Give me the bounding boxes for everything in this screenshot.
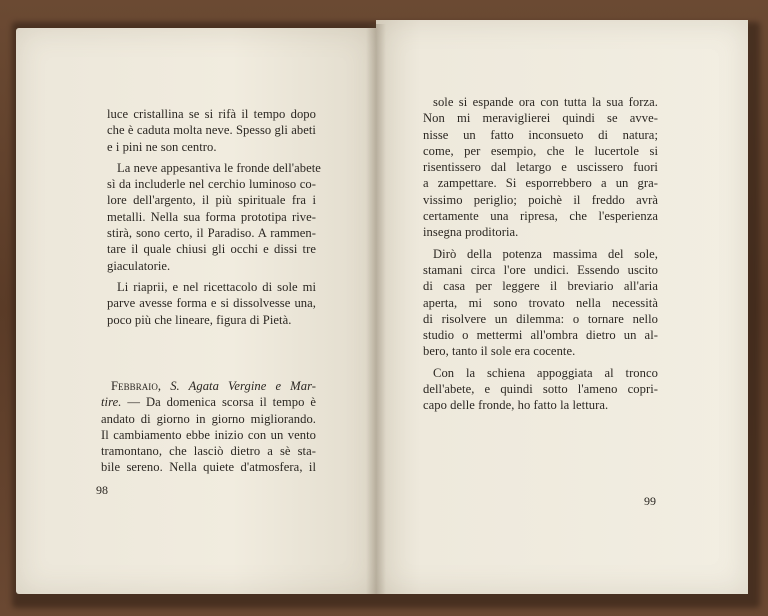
section-text: — Da domenica scorsa il tempo è: [127, 395, 316, 410]
text-line: che è caduta molta neve. Spesso gli abeti: [107, 123, 316, 138]
text-line: stamani circa l'ore undici. Essendo uscito: [423, 262, 658, 277]
section-second-line: [101, 394, 316, 410]
text-line: come, per esempio, che le lucertole si: [423, 143, 658, 158]
text-line: lore dell'argento, il più spirituale fra i: [107, 193, 316, 208]
text-line: di casa per leggere il breviario all'aria: [423, 279, 658, 294]
left-section-febbraio: [101, 378, 316, 476]
text-line: bile sereno. Nella quiete d'atmosfera, il: [101, 460, 316, 475]
text-line: bero, tanto il sole era cocente.: [423, 344, 576, 359]
text-line: insegna proditoria.: [423, 225, 519, 240]
text-line: poco più che lineare, figura di Pietà.: [107, 312, 292, 327]
left-paragraph-1: [107, 106, 316, 155]
text-line: Con la schiena appoggiata al tronco: [433, 365, 658, 380]
left-page-text: [107, 106, 321, 328]
text-line: aperta, mi sono trovato nella necessità: [423, 295, 658, 310]
text-line: La neve appesantiva le fronde dell'abete: [117, 160, 321, 175]
left-paragraph-3: [107, 279, 316, 328]
section-saint: S. Agata Vergine e Mar-: [170, 379, 317, 393]
book-gutter: [366, 24, 386, 594]
text-line: a zampettare. Si esporrebbero a un gra-: [423, 176, 658, 191]
section-saint-tail: tire.: [101, 395, 122, 410]
text-line: metalli. Nella sua forma prototipa rive-: [107, 209, 316, 224]
text-line: sole si espande ora con tutta la sua forza.: [433, 95, 658, 109]
text-line: dell'abete, e quindi sotto l'ameno copri-: [423, 382, 658, 397]
text-line: Il cambiamento ebbe inizio con un vento: [101, 427, 316, 442]
left-paragraph-2: [107, 160, 321, 274]
right-page-number: 99: [644, 494, 656, 508]
right-paragraph-3: [423, 365, 658, 414]
text-line: tramontano, che lasciò dietro a sè sta-: [101, 444, 316, 459]
text-line: luce cristallina se si rifà il tempo dopo: [107, 107, 316, 121]
text-line: nisse un fatto inconsueto di natura;: [423, 127, 658, 142]
text-line: Li riaprii, e nel ricettacolo di sole mi: [117, 279, 316, 294]
section-heading: Febbraio,: [111, 379, 162, 393]
text-line: andato di giorno in giorno migliorando.: [101, 411, 316, 426]
text-line: capo delle fronde, ho fatto la lettura.: [423, 398, 609, 413]
text-line: e i pini ne son centro.: [107, 139, 217, 154]
right-page-text: [423, 94, 658, 414]
text-line: Dirò della potenza massima del sole,: [433, 246, 658, 261]
text-line: studio o mettermi all'ombra dietro un al-: [423, 328, 658, 343]
text-line: stirà, sono certo, il Paradiso. A rammen-: [107, 226, 316, 241]
right-paragraph-1: [423, 94, 658, 241]
text-line: giaculatorie.: [107, 258, 171, 273]
text-line: di risolvere un dilemma: o tornare nello: [423, 311, 658, 326]
text-line: risentissero dal letargo e uscissero fuori: [423, 160, 658, 175]
text-line: vissimo periglio; poichè il freddo avrà: [423, 192, 658, 207]
text-line: sì da includerle nel cerchio luminoso co-: [107, 177, 316, 192]
text-line: tare il quale chiusi gli occhi e dissi tre: [107, 242, 316, 257]
text-line: certamente una ripresa, che l'esperienza: [423, 209, 658, 224]
right-paragraph-2: [423, 246, 658, 360]
text-line: parve avesse forma e si dissolvesse una,: [107, 296, 316, 311]
section-first-line: [101, 378, 316, 394]
text-line: Non mi meraviglierei quindi se avve-: [423, 111, 658, 126]
left-page-number: 98: [96, 483, 108, 497]
